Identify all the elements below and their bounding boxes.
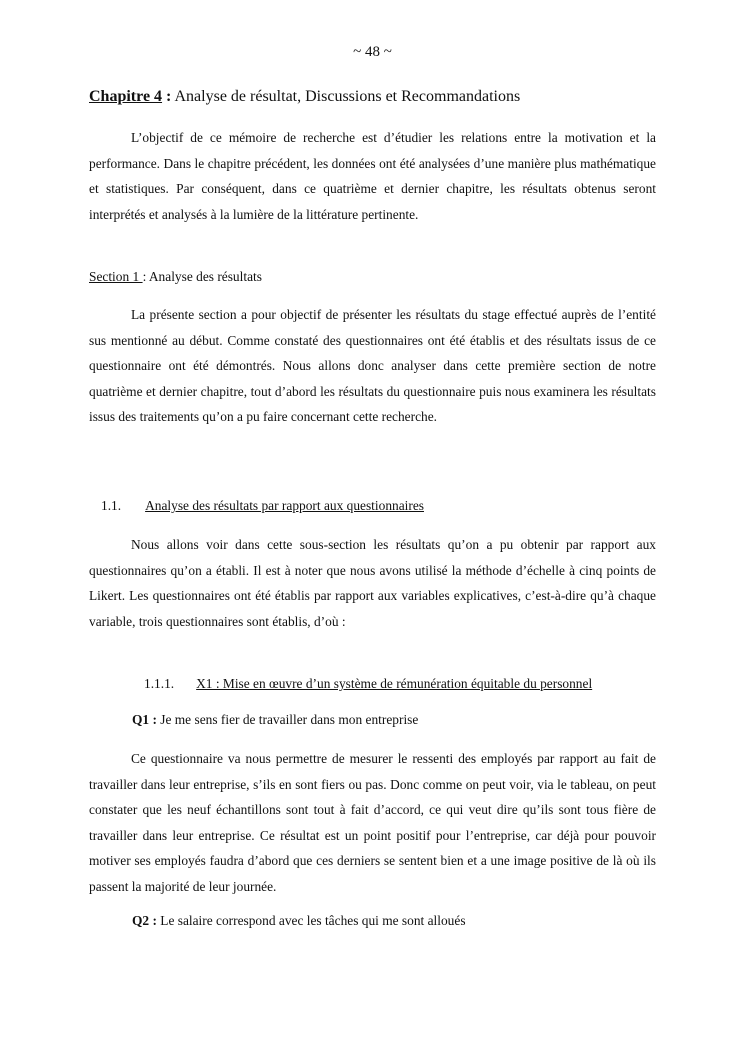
section-title: : Analyse des résultats xyxy=(142,269,262,284)
chapter-heading xyxy=(89,88,520,106)
chapter-label: Chapitre 4 xyxy=(89,88,163,105)
question-2-label: Q2 : xyxy=(132,913,157,928)
section-label: Section 1 xyxy=(89,269,143,284)
question-2-text: Le salaire correspond avec les tâches qui me sont alloués xyxy=(156,913,466,928)
subsection-heading xyxy=(101,498,424,514)
question-1 xyxy=(132,712,418,728)
question-1-text: Je me sens fier de travailler dans mon entreprise xyxy=(156,712,419,727)
subsection-number: 1.1. xyxy=(101,498,122,513)
subsection-title: Analyse des résultats par rapport aux questionnaires xyxy=(145,498,424,513)
chapter-colon: : xyxy=(162,88,172,105)
question-1-label: Q1 : xyxy=(132,712,157,727)
question-1-paragraph: Ce questionnaire va nous permettre de mesurer le ressenti des employés par rapport au fait de travailler dans leur entreprise, s’ils en sont fiers ou pas. Donc comme on peut voir, via le tableau, on peut constater que les neuf échantillons sont tout à fait d’accord, ce qui veut dire qu’ils sont tous fière de travailler dans leur entreprise. Ce résultat est un point positif pour l’entreprise, car déjà pour pouvoir motiver ses employés faudra d’abord que ces derniers se sentent bien et a une image positive de là où ils passent la majorité de leur journée. xyxy=(89,751,656,894)
subsubsection-heading xyxy=(144,676,592,692)
section-heading xyxy=(89,269,262,285)
subsubsection-title: X1 : Mise en œuvre d’un système de rémunération équitable du personnel xyxy=(196,676,593,691)
chapter-title: Analyse de résultat, Discussions et Recommandations xyxy=(171,88,521,105)
intro-paragraph: L’objectif de ce mémoire de recherche est d’étudier les relations entre la motivation et la performance. Dans le chapitre précédent, les données ont été analysées d’une manière plus mathématique et statistiques. Par conséquent, dans ce quatrième et dernier chapitre, les résultats obtenus seront interprétés et analysés à la lumière de la littérature pertinente. xyxy=(89,130,656,222)
question-2 xyxy=(132,913,466,929)
page-number: ~ 48 ~ xyxy=(353,44,392,60)
subsubsection-number: 1.1.1. xyxy=(144,676,175,691)
section-paragraph: La présente section a pour objectif de présenter les résultats du stage effectué auprès de l’entité sus mentionné au début. Comme constaté des questionnaires ont été établis et des résultats issus de ce questionnaire ont été démontrés. Nous allons donc analyser dans cette première section de notre quatrième et dernier chapitre, tout d’abord les résultats du questionnaire puis nous examinera les résultats issus des traitements qu’on a pu faire concernant cette recherche. xyxy=(89,307,656,424)
subsection-paragraph: Nous allons voir dans cette sous-section les résultats qu’on a pu obtenir par rapport aux questionnaires qu’on a établi. Il est à noter que nous avons utilisé la méthode d’échelle à cinq points de Likert. Les questionnaires ont été établis par rapport aux variables explicatives, c’est-à-dire qu’à chaque variable, trois questionnaires sont établis, d’où : xyxy=(89,537,656,629)
